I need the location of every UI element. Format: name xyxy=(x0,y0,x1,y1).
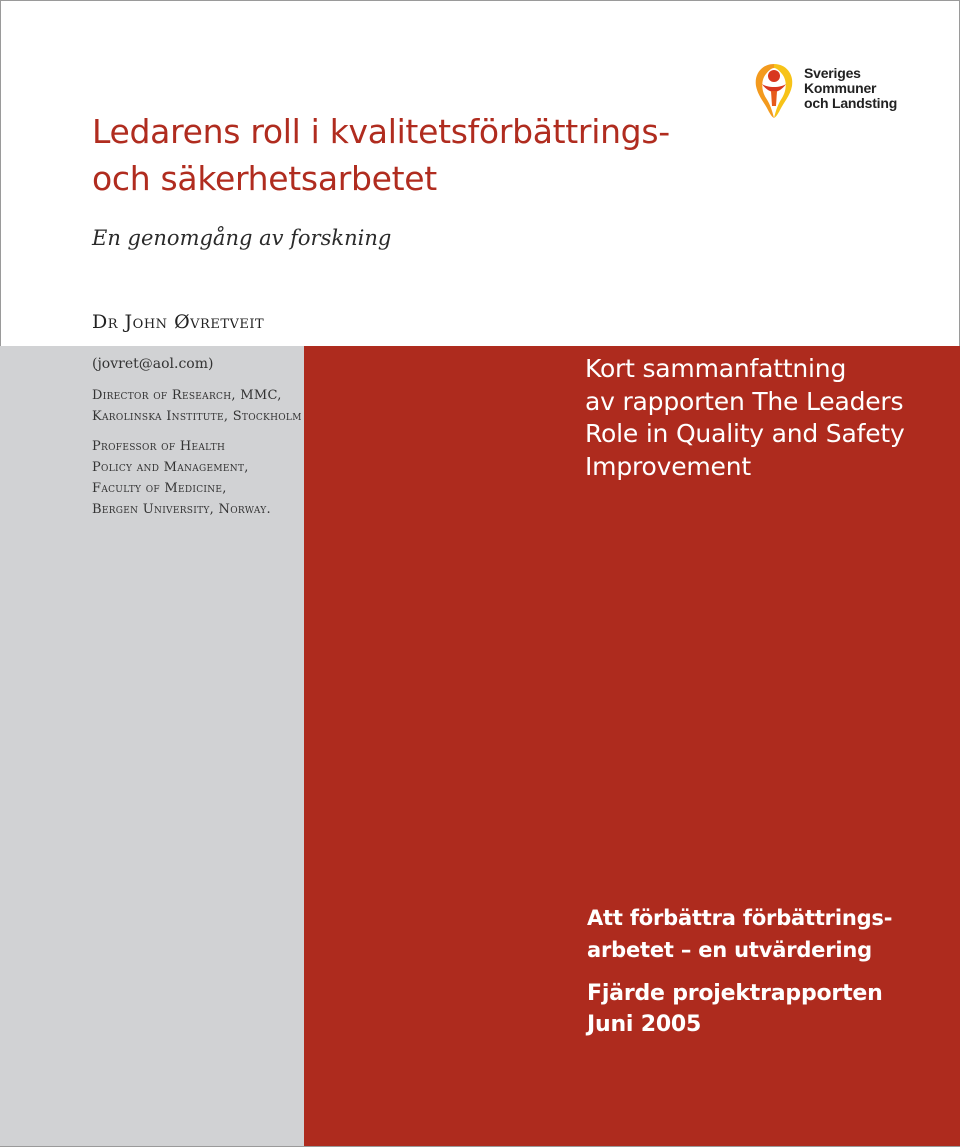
title-line: och säkerhetsarbetet xyxy=(92,159,437,198)
affiliation-line: Bergen University, Norway. xyxy=(92,502,271,517)
series-title xyxy=(587,902,927,966)
summary-line: Improvement xyxy=(585,451,751,481)
summary-line: Kort sammanfattning xyxy=(585,354,847,383)
logo-wordmark xyxy=(804,66,897,111)
summary-heading xyxy=(585,353,935,483)
affiliation-line: Policy and Management, xyxy=(92,460,249,475)
logo-text-line: Kommuner xyxy=(804,80,877,96)
title-line: Ledarens roll i kvalitetsförbättrings- xyxy=(92,112,670,151)
series-line: arbetet – en utvärdering xyxy=(587,938,872,962)
report-date: Juni 2005 xyxy=(587,1012,702,1037)
affiliation-line: Director of Research, MMC, xyxy=(92,388,282,403)
author-email: (jovret@aol.com) xyxy=(92,356,214,372)
summary-line: av rapporten The Leaders xyxy=(585,386,904,416)
report-info xyxy=(587,978,927,1040)
logo-text-line: Sveriges xyxy=(804,65,861,81)
affiliation-line: Karolinska Institute, Stockholm xyxy=(92,409,302,424)
logo-text-line: och Landsting xyxy=(804,95,898,111)
document-subtitle: En genomgång av forskning xyxy=(92,226,392,250)
affiliation-line: Faculty of Medicine, xyxy=(92,481,227,496)
logo-figure-icon xyxy=(752,58,796,118)
summary-line: Role in Quality and Safety xyxy=(585,419,905,448)
affiliation-line: Professor of Health xyxy=(92,439,226,454)
report-line: Fjärde projektrapporten xyxy=(587,981,883,1006)
author-name: Dr John Øvretveit xyxy=(92,311,265,333)
series-line: Att förbättra förbättrings- xyxy=(587,906,893,930)
document-title xyxy=(92,108,732,202)
author-contact-block xyxy=(92,356,302,520)
organization-logo xyxy=(752,58,902,120)
